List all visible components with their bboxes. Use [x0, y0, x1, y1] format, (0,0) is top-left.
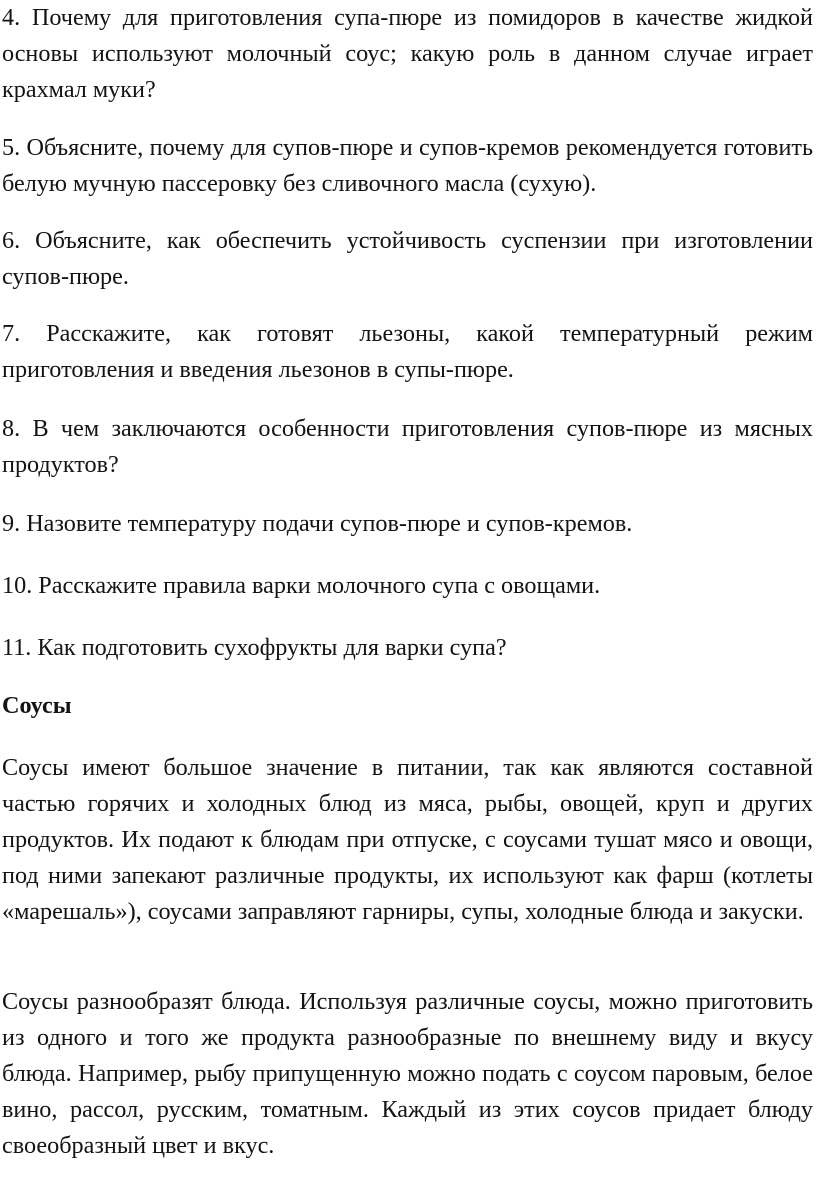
question-11: 11. Как подготовить сухофрукты для варки супа?	[2, 634, 507, 661]
question-4: 4. Почему для приготовления супа-пюре из помидоров в качестве жидкой основы используют молочный соус; какую роль в данном случае играет крахмал муки?	[2, 4, 813, 103]
question-10: 10. Расскажите правила варки молочного супа с овощами.	[2, 572, 601, 599]
body-paragraph-2: Соусы разнообразят блюда. Используя различные соусы, можно приготовить из одного и того же продукта разнообразные по внешнему виду и вкусу блюда. Например, рыбу припущенную можно подать с соусом паровым, белое вино, рассол, русским, томатным. Каждый из этих соусов придает блюду своеобразный цвет и вкус.	[2, 988, 813, 1159]
question-9: 9. Назовите температуру подачи супов-пюре и супов-кремов.	[2, 510, 633, 537]
question-7: 7. Расскажите, как готовят льезоны, какой температурный режим приготовления и введения льезонов в супы-пюре.	[2, 320, 813, 383]
body-paragraph-1: Соусы имеют большое значение в питании, так как являются составной частью горячих и холодных блюд из мяса, рыбы, овощей, круп и других продуктов. Их подают к блюдам при отпуске, с соусами тушат мясо и овощи, под ними запекают различные продукты, их используют как фарш (котлеты «марешаль»), соусами заправляют гарниры, супы, холодные блюда и закуски.	[2, 754, 813, 925]
question-6: 6. Объясните, как обеспечить устойчивость суспензии при изготовлении супов-пюре.	[2, 227, 813, 290]
question-8: 8. В чем заключаются особенности приготовления супов-пюре из мясных продуктов?	[2, 415, 813, 478]
section-heading: Соусы	[2, 692, 72, 719]
question-5: 5. Объясните, почему для супов-пюре и супов-кремов рекомендуется готовить белую мучную пассеровку без сливочного масла (сухую).	[2, 134, 813, 197]
